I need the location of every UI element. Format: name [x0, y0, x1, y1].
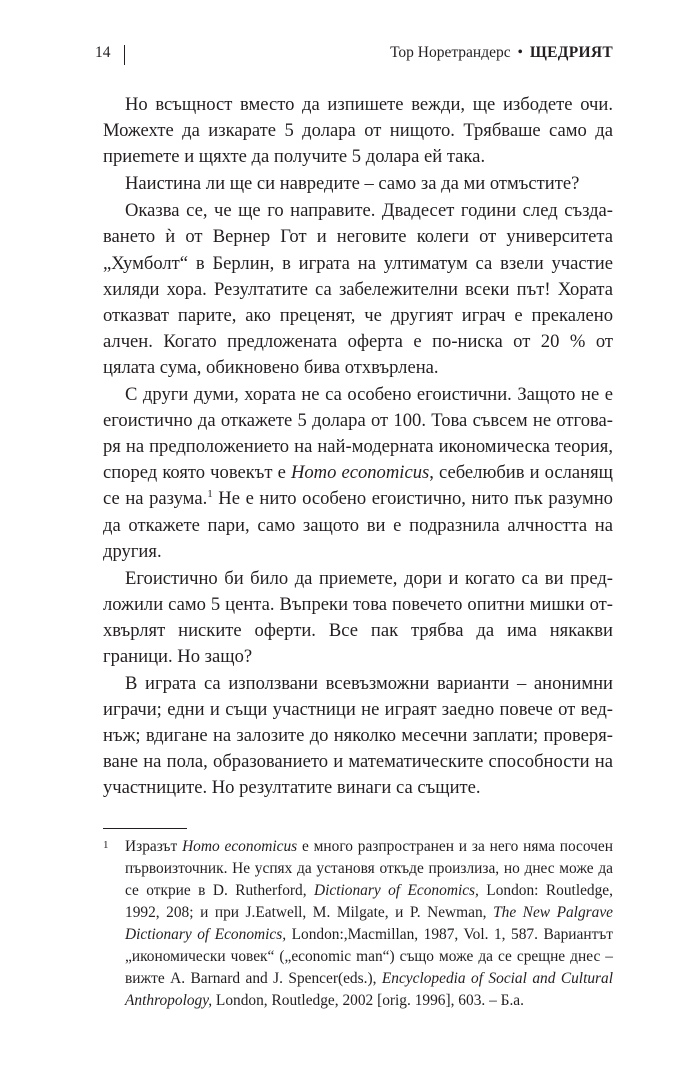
- footnote-italic-segment: The New Palgrave Dictionary of Economics,: [125, 904, 614, 943]
- footnote: [103, 836, 613, 1012]
- footnote-italic-segment: Homo economicus: [182, 838, 298, 855]
- footnote-reference[interactable]: 1: [207, 488, 213, 501]
- italic-term: Homo economicus: [290, 462, 430, 484]
- footnote-segment: London, Routledge, 2002 [orig. 1996], 603. – Б.а.: [212, 992, 524, 1009]
- paragraph-text: , себелюбив и осланящ се на разума.: [103, 462, 614, 510]
- paragraph: Егоистично би било да приемете, дори и когато са ви предложили само 5 цента. Въпреки това повечето опитни мишки отхвърлят ниските оферти. Все пак трябва да има някакви граници. Но защо?: [103, 567, 613, 667]
- footnote-segment: Изразът: [125, 838, 183, 855]
- footnote-text: [103, 836, 613, 1012]
- footnote-segment: е много разпространен и за него няма посочен първоизточник. Не успях да установя откъде произлиза, но днес може да се открие в D. Rutherford,: [125, 838, 613, 899]
- footnote-separator: [103, 828, 187, 829]
- footnote-number: 1: [103, 839, 109, 851]
- page-number: 14: [95, 44, 111, 61]
- footnote-segment: London:,Macmillan, 1987, Vol. 1, 587. Вариантът „икономически човек“ („economic man“) също може да се срещне днес – вижте A. Barnard and J. Spencer(eds.),: [125, 926, 613, 987]
- book-title: ЩЕДРИЯТ: [529, 44, 613, 61]
- paragraph: [103, 382, 613, 565]
- paragraph: Оказва се, че ще го направите. Двадесет години след създаването ѝ от Вернер Гот и неговите колеги от университета „Хумболт“ в Берлин, в играта на ултиматум са взели участие хиляди хора. Резултатите са забележителни всеки път! Хората отказват парите, ако преценят, че другият играч е прекалено алчен. Когато предложената оферта е по-ниска от 20 % от цялата сума, обикновено бива отхвърлена.: [103, 200, 613, 378]
- paragraph: Но всъщност вместо да изпишете вежди, ще избодете очи. Можехте да изкарате 5 долара от нищото. Трябваше само да приemете и щяхте да получите 5 долара ей така.: [103, 94, 613, 168]
- running-head: [390, 44, 613, 62]
- header-divider: [124, 45, 125, 65]
- main-text: [103, 92, 613, 803]
- bullet-separator: •: [517, 44, 523, 61]
- author-name: Тор Норетрандерс: [390, 44, 511, 61]
- footnote-segment: London: Routledge, 1992, 208; и при J.Eatwell, M. Milgate, и P. Newman,: [125, 882, 613, 921]
- paragraph-text: Не е нито особено егоистично, нито пък разумно да откажете пари, само защото ви е подразнила алчността на другия.: [103, 488, 613, 562]
- paragraph-text: С други думи, хората не са особено егоистични. Защото не е егоистично да откажете 5 долара от 100. Това съвсем не отговаря на предположението на най-модерната икономическа теория, според която човекът е: [103, 384, 613, 484]
- running-header: [95, 44, 613, 68]
- footnote-italic-segment: Dictionary of Economics,: [314, 882, 479, 899]
- paragraph: Наистина ли ще си навредите – само за да ми отмъстите?: [125, 173, 580, 195]
- paragraph: В играта са използвани всевъзможни варианти – анонимни играчи; едни и същи участници не играят заедно повече от веднъж; вдигане на залозите до няколко месечни заплати; проверяване на пола, образованието и математическите способности на участниците. Но резултатите винаги са същите.: [103, 673, 613, 799]
- footnote-italic-segment: Encyclopedia of Social and Cultural Anthropology,: [125, 970, 613, 1009]
